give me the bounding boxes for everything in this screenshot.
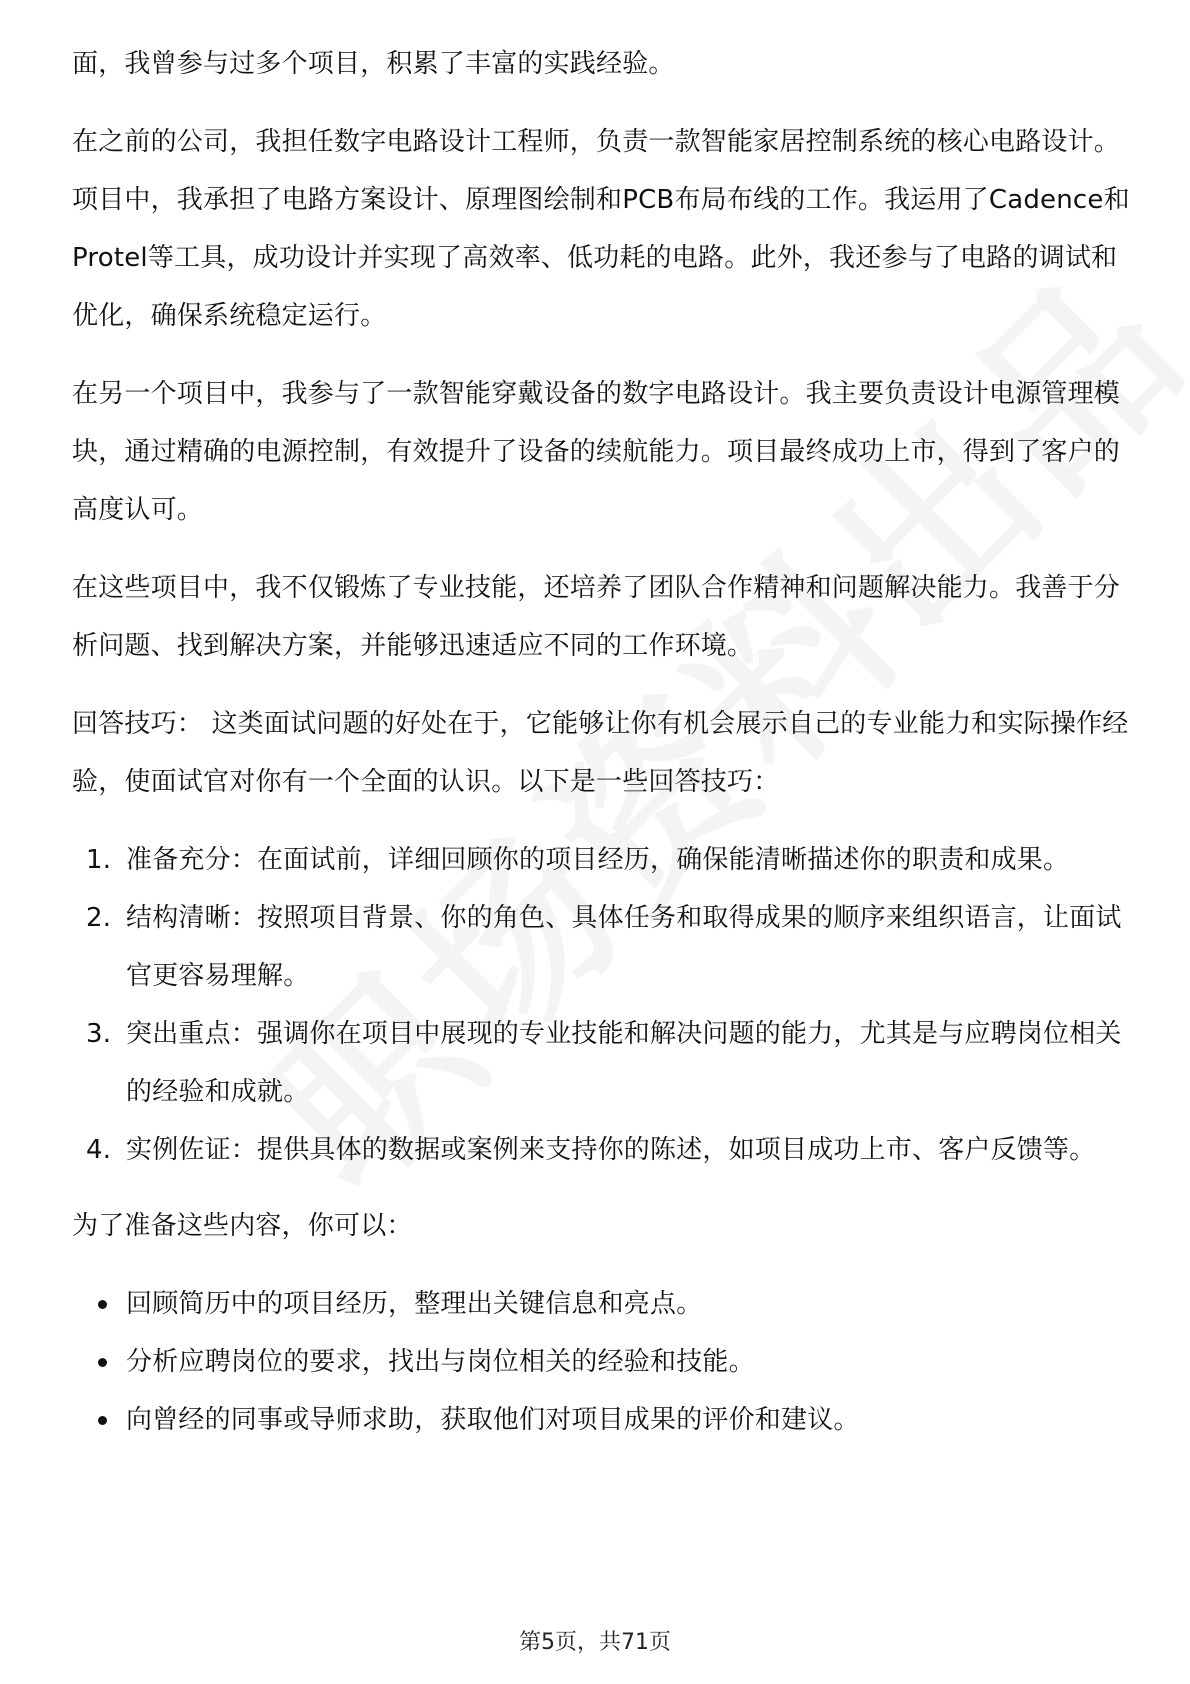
paragraph-previous-company: 在之前的公司，我担任数字电路设计工程师，负责一款智能家居控制系统的核心电路设计。项目中，我承担了电路方案设计、原理图绘制和PCB布局布线的工作。我运用了Cadence和Protel等工具，成功设计并实现了高效率、低功耗的电路。此外，我还参与了电路的调试和优化，确保系统稳定运行。 <box>72 127 1130 331</box>
list-item <box>72 1391 1132 1449</box>
paragraph-skills-summary: 在这些项目中，我不仅锻炼了专业技能，还培养了团队合作精神和问题解决能力。我善于分析问题、找到解决方案，并能够迅速适应不同的工作环境。 <box>72 573 1121 661</box>
bullet-icon <box>98 1416 107 1425</box>
list-item-text: 准备充分：在面试前，详细回顾你的项目经历，确保能清晰描述你的职责和成果。 <box>126 845 1070 875</box>
page-number: 第5页，共71页 <box>519 1630 671 1655</box>
list-item <box>72 1121 1132 1179</box>
list-item <box>72 889 1132 1005</box>
bullet-icon <box>98 1358 107 1367</box>
list-item <box>72 831 1132 889</box>
paragraph-answer-tips-intro: 回答技巧： 这类面试问题的好处在于，它能够让你有机会展示自己的专业能力和实际操作经验，使面试官对你有一个全面的认识。以下是一些回答技巧： <box>72 709 1129 797</box>
list-item-text: 分析应聘岗位的要求，找出与岗位相关的经验和技能。 <box>126 1347 755 1377</box>
list-item <box>72 1005 1132 1121</box>
bullet-icon <box>98 1300 107 1309</box>
list-item-number: 3. <box>86 1019 112 1049</box>
list-item <box>72 1333 1132 1391</box>
list-item-text: 回顾简历中的项目经历，整理出关键信息和亮点。 <box>126 1289 703 1319</box>
prep-intro: 为了准备这些内容，你可以： <box>72 1211 413 1241</box>
list-item-text: 向曾经的同事或导师求助，获取他们对项目成果的评价和建议。 <box>126 1405 860 1435</box>
answer-tips-list <box>72 831 1132 1179</box>
list-item-number: 2. <box>86 903 112 933</box>
list-item-number: 1. <box>86 845 112 875</box>
list-item-text: 实例佐证：提供具体的数据或案例来支持你的陈述，如项目成功上市、客户反馈等。 <box>126 1135 1096 1165</box>
intro-continuation: 面，我曾参与过多个项目，积累了丰富的实践经验。 <box>72 49 675 79</box>
list-item <box>72 1275 1132 1333</box>
document-body <box>72 35 1132 1449</box>
list-item-number: 4. <box>86 1135 112 1165</box>
list-item-text: 结构清晰：按照项目背景、你的角色、具体任务和取得成果的顺序来组织语言，让面试官更容易理解。 <box>126 903 1122 991</box>
prep-list <box>72 1275 1132 1449</box>
list-item-text: 突出重点：强调你在项目中展现的专业技能和解决问题的能力，尤其是与应聘岗位相关的经验和成就。 <box>126 1019 1122 1107</box>
paragraph-wearable-project: 在另一个项目中，我参与了一款智能穿戴设备的数字电路设计。我主要负责设计电源管理模块，通过精确的电源控制，有效提升了设备的续航能力。项目最终成功上市，得到了客户的高度认可。 <box>72 379 1121 525</box>
